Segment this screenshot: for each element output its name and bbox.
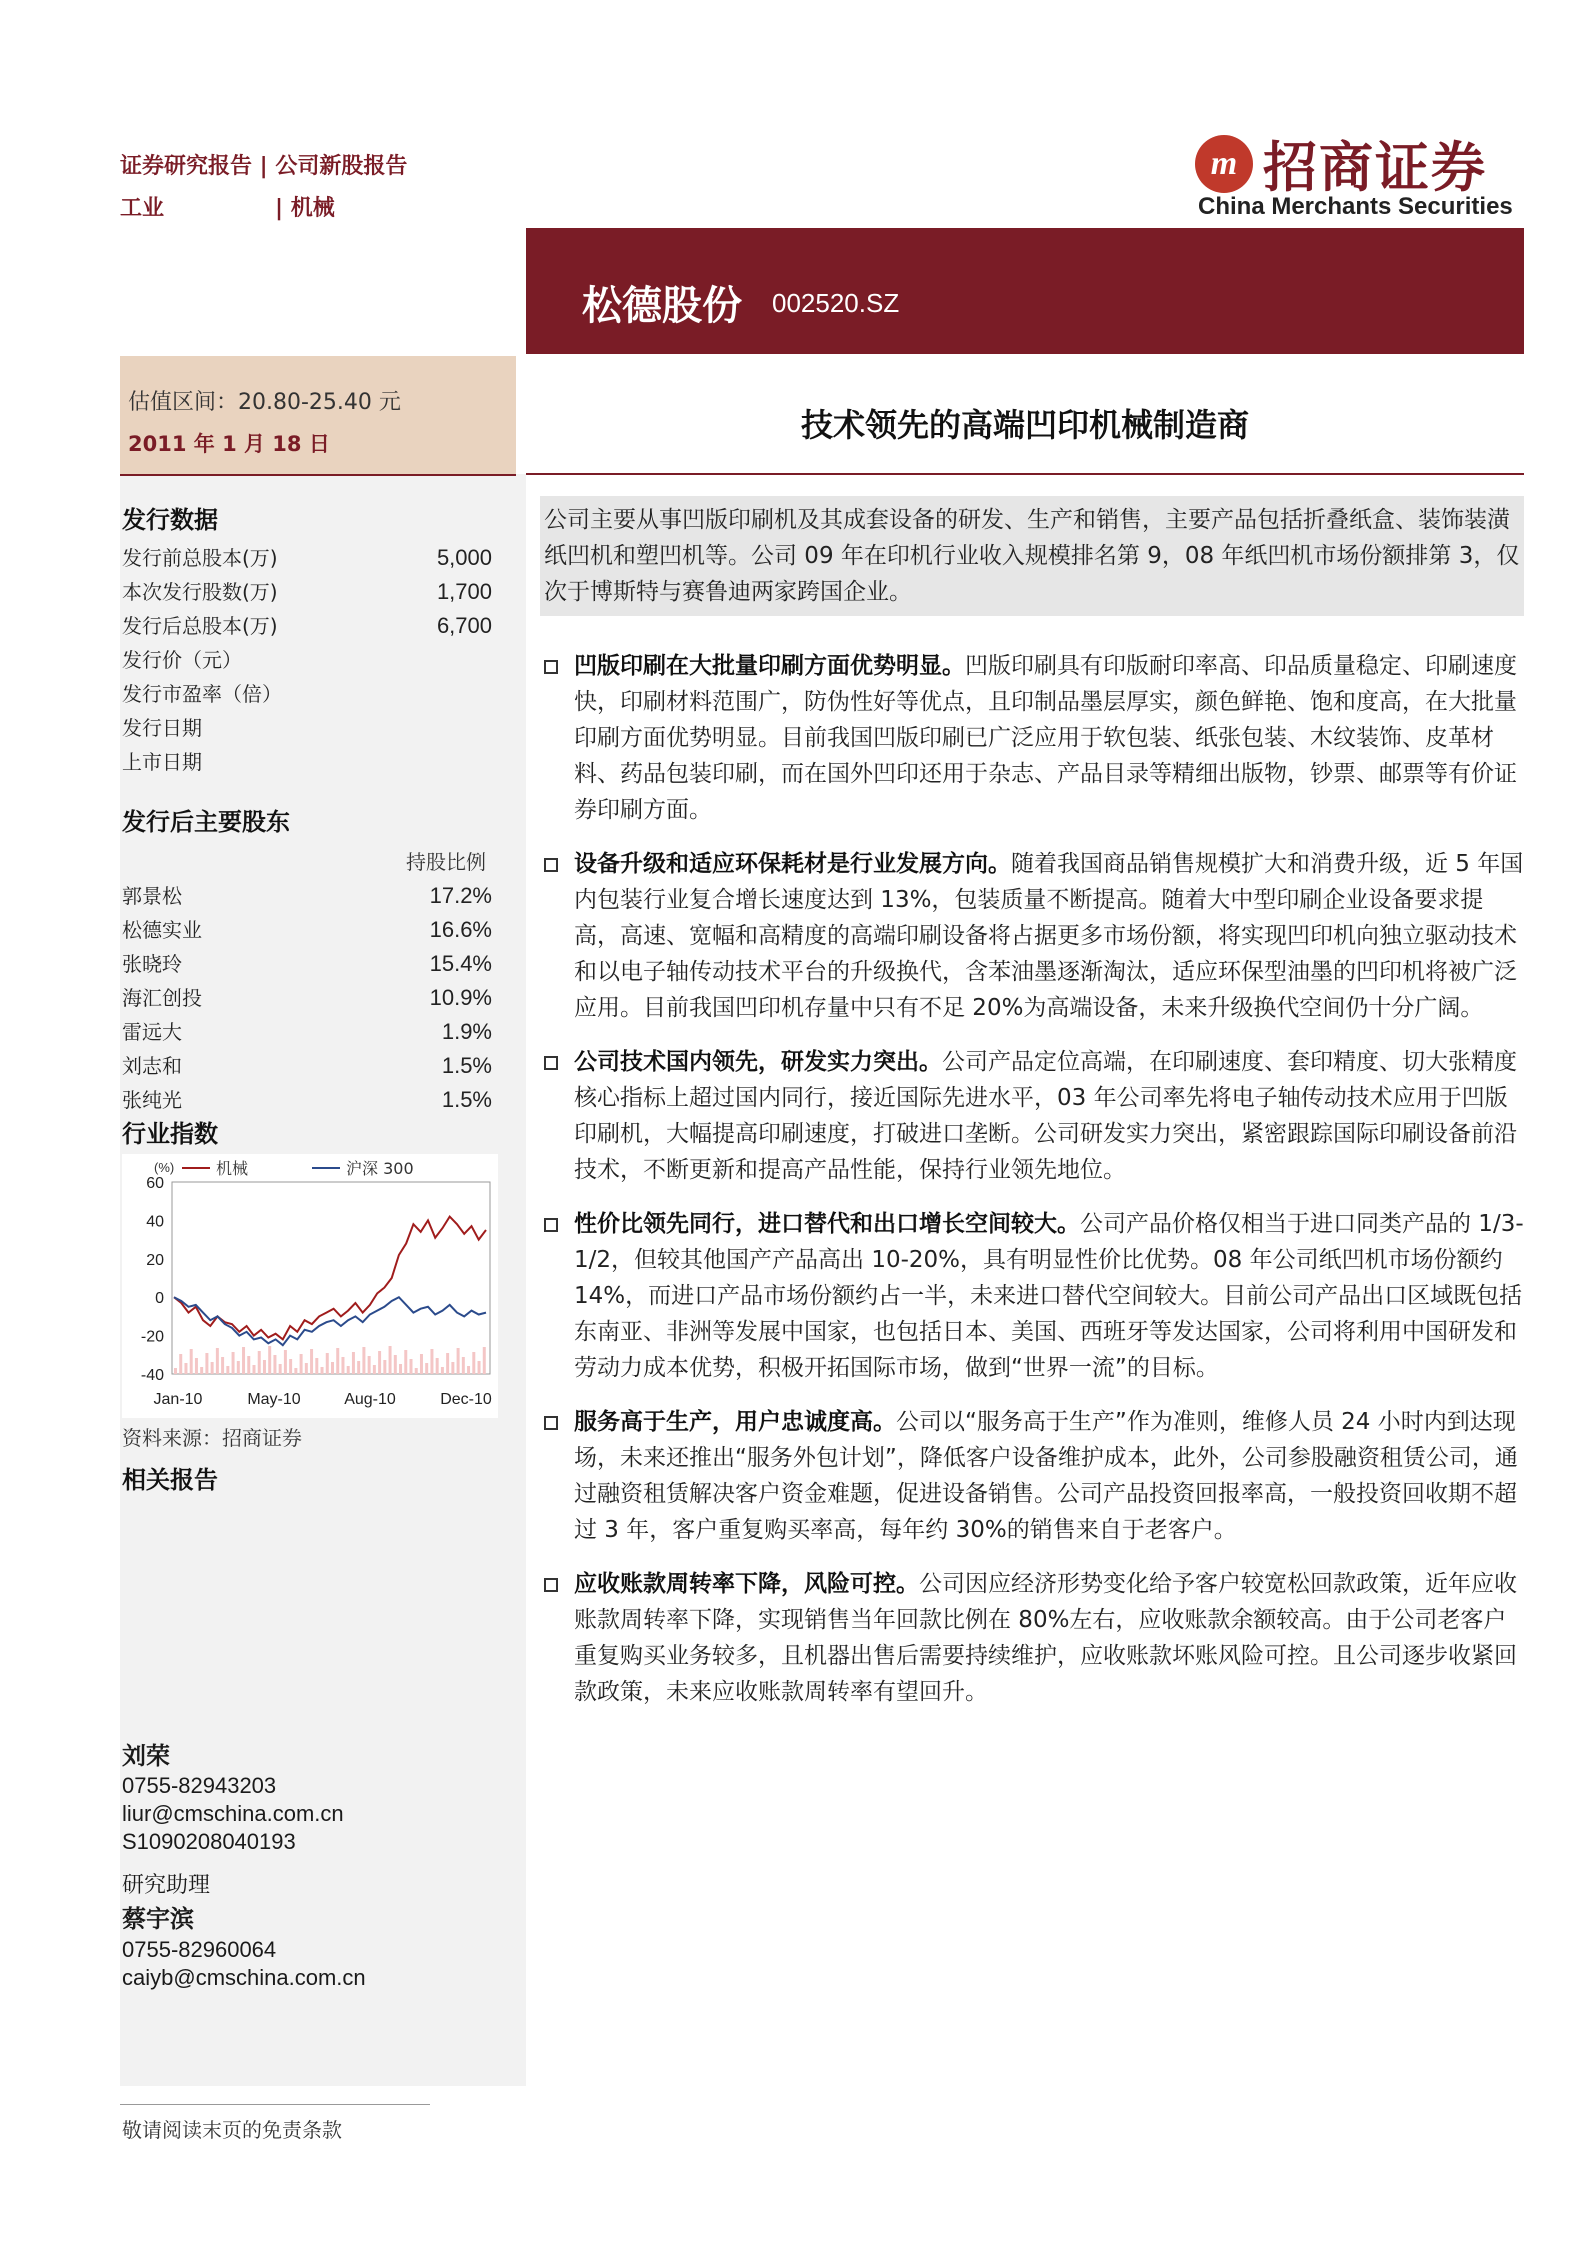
industry-index-chart <box>122 1154 498 1418</box>
volume-bar <box>226 1366 229 1374</box>
volume-bar <box>483 1347 486 1374</box>
volume-bar <box>399 1364 402 1374</box>
volume-bar <box>232 1352 235 1374</box>
volume-bar <box>478 1361 481 1374</box>
key-point <box>544 1566 1524 1710</box>
volume-bar <box>457 1348 460 1374</box>
row-label: 刘志和 <box>122 1054 182 1078</box>
key-point <box>544 846 1524 1026</box>
row-label: 上市日期 <box>122 750 202 774</box>
key-point-text <box>574 1206 1524 1386</box>
data-row <box>122 879 492 913</box>
volume-bar <box>279 1364 282 1374</box>
key-point <box>544 1044 1524 1188</box>
volume-bar <box>268 1346 271 1374</box>
related-reports-title: 相关报告 <box>122 1466 218 1494</box>
legend-label: 机械 <box>216 1159 249 1178</box>
bullet-square-icon <box>544 1578 558 1592</box>
footer-divider <box>120 2104 430 2105</box>
key-point-text <box>574 648 1524 828</box>
stock-banner <box>526 228 1524 354</box>
volume-bar <box>420 1354 423 1374</box>
data-row <box>122 947 492 981</box>
y-tick-label: 0 <box>155 1290 164 1308</box>
industry-index-title: 行业指数 <box>122 1120 218 1148</box>
issue-data-section <box>122 500 492 779</box>
volume-bar <box>247 1356 250 1374</box>
row-value: 15.4% <box>429 951 492 976</box>
analyst-phone: 0755-82943203 <box>122 1773 277 1798</box>
assistant-phone: 0755-82960064 <box>122 1937 277 1962</box>
assistant-email[interactable]: caiyb@cmschina.com.cn <box>122 1965 366 1990</box>
bullet-square-icon <box>544 1416 558 1430</box>
row-label: 松德实业 <box>122 918 202 942</box>
report-title: 技术领先的高端凹印机械制造商 <box>800 406 1249 444</box>
row-value: 1.5% <box>441 1053 492 1078</box>
row-label: 发行后总股本(万) <box>122 614 278 638</box>
volume-bar <box>200 1367 203 1374</box>
row-value: 5,000 <box>436 545 492 570</box>
volume-bar <box>410 1359 413 1374</box>
disclaimer-note[interactable]: 敬请阅读末页的免责条款 <box>122 2118 342 2142</box>
assistant-label: 研究助理 <box>122 1873 211 1898</box>
title-divider <box>526 473 1524 475</box>
volume-bar <box>373 1365 376 1374</box>
key-point-title: 设备升级和适应环保耗材是行业发展方向。 <box>574 851 1011 877</box>
data-row <box>122 1049 492 1083</box>
row-label: 张纯光 <box>122 1088 182 1112</box>
y-tick-label: -40 <box>140 1367 164 1384</box>
volume-bar <box>221 1357 224 1374</box>
sidebar-header-blank <box>120 228 516 356</box>
y-tick-label: 20 <box>146 1251 164 1269</box>
y-tick-label: 40 <box>146 1213 164 1231</box>
row-value: 6,700 <box>436 613 492 638</box>
bullet-square-icon <box>544 660 558 674</box>
key-point-body: 公司产品价格仅相当于进口同类产品的 1/3-1/2，但较其他国产产品高出 10-20%，具有明显性价比优势。08 年公司纸凹机市场份额约 14%，而进口产品市场份额约占一半，未来进口替代空间较大。目前公司产品出口区域既包括东南亚、非洲等发展中国家，也包括日本、美国、西班牙等发达国家，公司将利用中国研发和劳动力成本优势，积极开拓国际市场，做到“世界一流”的目标。 <box>574 1211 1524 1381</box>
volume-bar <box>336 1348 339 1374</box>
row-label: 发行日期 <box>122 716 202 740</box>
key-points-list <box>544 648 1524 1728</box>
volume-bar <box>294 1368 297 1374</box>
volume-bar <box>310 1349 313 1374</box>
bullet-square-icon <box>544 1218 558 1232</box>
volume-bar <box>184 1363 187 1374</box>
bullet-square-icon <box>544 858 558 872</box>
volume-bar <box>195 1358 198 1374</box>
volume-bar <box>331 1362 334 1374</box>
volume-bar <box>305 1363 308 1374</box>
row-label: 张晓玲 <box>122 952 182 976</box>
volume-bar <box>472 1352 475 1374</box>
data-row <box>122 711 492 745</box>
valuation-range: 估值区间：20.80-25.40 元 <box>128 390 401 415</box>
key-point-body: 凹版印刷具有印版耐印率高、印品质量稳定、印刷速度快，印刷材料范围广，防伪性好等优点，且印制品墨层厚实，颜色鲜艳、饱和度高，在大批量印刷方面优势明显。目前我国凹版印刷已广泛应用于软包装、纸张包装、木纹装饰、皮革材料、药品包装印刷，而在国外凹印还用于杂志、产品目录等精细出版物，钞票、邮票等有价证券印刷方面。 <box>574 653 1517 823</box>
key-point-title: 公司技术国内领先，研发实力突出。 <box>574 1049 942 1075</box>
row-label: 本次发行股数(万) <box>122 580 278 604</box>
key-point-title: 服务高于生产，用户忠诚度高。 <box>574 1409 896 1435</box>
shareholding-col-header: 持股比例 <box>406 850 486 874</box>
volume-bar <box>389 1346 392 1374</box>
row-value: 16.6% <box>429 917 492 942</box>
key-point-title: 性价比领先同行，进口替代和出口增长空间较大。 <box>574 1211 1080 1237</box>
row-label: 发行价（元） <box>122 648 242 672</box>
y-tick-label: -20 <box>140 1328 164 1346</box>
key-point <box>544 1404 1524 1548</box>
y-tick-label: 60 <box>146 1175 164 1192</box>
row-label: 郭景松 <box>122 884 182 908</box>
volume-bar <box>211 1362 214 1374</box>
shareholders-title: 发行后主要股东 <box>122 808 290 836</box>
row-label: 雷远大 <box>122 1020 182 1044</box>
key-point-body: 随着我国商品销售规模扩大和消费升级，近 5 年国内包装行业复合增长速度达到 13%，包装质量不断提高。随着大中型印刷企业设备要求提高，高速、宽幅和高精度的高端印刷设备将占据更多市场份额，将实现凹印机向独立驱动技术和以电子轴传动技术平台的升级换代，含苯油墨逐渐淘汰，适应环保型油墨的凹印机将被广泛应用。目前我国凹印机存量中只有不足 20%为高端设备，未来升级换代空间仍十分广阔。 <box>574 851 1524 1021</box>
volume-bar <box>205 1353 208 1374</box>
volume-bar <box>253 1365 256 1374</box>
subsector-label: | 机械 <box>275 196 335 221</box>
volume-bar <box>404 1350 407 1374</box>
bullet-square-icon <box>544 1056 558 1070</box>
volume-bar <box>362 1347 365 1374</box>
sector-label: 工业 <box>120 196 165 221</box>
x-tick-label: Dec-10 <box>440 1391 492 1408</box>
volume-bar <box>190 1349 193 1374</box>
x-tick-label: Jan-10 <box>153 1391 203 1408</box>
row-label: 海汇创投 <box>122 986 202 1010</box>
data-row <box>122 643 492 677</box>
report-type-line: 证券研究报告 | 公司新股报告 <box>120 154 408 179</box>
row-value: 1.9% <box>441 1019 492 1044</box>
volume-bar <box>273 1355 276 1374</box>
volume-bar <box>415 1368 418 1374</box>
volume-bar <box>446 1353 449 1374</box>
volume-bar <box>368 1356 371 1374</box>
report-date: 2011 年 1 月 18 日 <box>128 432 330 456</box>
key-point-text <box>574 1566 1524 1710</box>
volume-bar <box>462 1357 465 1374</box>
company-logo <box>1195 125 1487 202</box>
volume-bar <box>430 1349 433 1374</box>
analyst-email[interactable]: liur@cmschina.com.cn <box>122 1801 344 1826</box>
analyst-license: S1090208040193 <box>122 1829 296 1854</box>
volume-bar <box>263 1360 266 1374</box>
x-tick-label: May-10 <box>247 1391 301 1408</box>
volume-bar <box>289 1359 292 1374</box>
volume-bar <box>321 1367 324 1374</box>
volume-bar <box>315 1358 318 1374</box>
data-row <box>122 609 492 643</box>
volume-bar <box>284 1350 287 1374</box>
volume-bar <box>383 1360 386 1374</box>
key-point-title: 应收账款周转率下降，风险可控。 <box>574 1571 919 1597</box>
chart-background <box>122 1154 498 1418</box>
data-row <box>122 1015 492 1049</box>
key-point-body: 公司以“服务高于生产”作为准则，维修人员 24 小时内到达现场，未来还推出“服务外包计划”，降低客户设备维护成本，此外，公司参股融资租赁公司，通过融资租赁解决客户资金难题，促进设备销售。公司产品投资回报率高，一般投资回收期不超过 3 年，客户重复购买率高，每年约 30%的销售来自于老客户。 <box>574 1409 1518 1543</box>
volume-bar <box>357 1361 360 1374</box>
row-label: 发行市盈率（倍） <box>122 682 282 706</box>
volume-bar <box>174 1368 177 1374</box>
key-point-body: 公司因应经济形势变化给予客户较宽松回款政策，近年应收账款周转率下降，实现销售当年回款比例在 80%左右，应收账款余额较高。由于公司老客户重复购买业务较多，且机器出售后需要持续维护，应收账款坏账风险可控。且公司逐步收紧回款政策，未来应收账款周转率有望回升。 <box>574 1571 1517 1705</box>
summary-text: 公司主要从事凹版印刷机及其成套设备的研发、生产和销售，主要产品包括折叠纸盒、装饰装潢纸凹机和塑凹机等。公司 09 年在印机行业收入规模排名第 9，08 年纸凹机市场份额排第 3，仅次于博斯特与赛鲁迪两家跨国企业。 <box>544 507 1520 605</box>
row-value: 10.9% <box>429 985 492 1010</box>
key-point-text <box>574 1404 1524 1548</box>
key-point <box>544 648 1524 828</box>
x-tick-label: Aug-10 <box>344 1391 396 1408</box>
volume-bar <box>347 1366 350 1374</box>
assistant-name: 蔡宇滨 <box>122 1905 194 1933</box>
volume-bar <box>237 1361 240 1374</box>
summary-box <box>540 496 1524 616</box>
sidebar-divider <box>120 474 516 476</box>
data-row <box>122 677 492 711</box>
legend-label: 沪深 300 <box>346 1159 414 1178</box>
stock-code: 002520.SZ <box>772 288 900 318</box>
volume-bar <box>258 1351 261 1374</box>
volume-bar <box>179 1354 182 1374</box>
data-row <box>122 1083 492 1117</box>
y-axis-unit: (%) <box>154 1160 175 1175</box>
shareholders-section <box>122 802 492 1117</box>
issue-data-title: 发行数据 <box>122 506 218 534</box>
volume-bar <box>300 1354 303 1374</box>
volume-bar <box>341 1357 344 1374</box>
volume-bar <box>451 1362 454 1374</box>
volume-bar <box>352 1352 355 1374</box>
volume-bar <box>242 1347 245 1374</box>
stock-name: 松德股份 <box>582 283 742 329</box>
volume-bar <box>326 1353 329 1374</box>
logo-mark-icon: m <box>1195 135 1253 193</box>
data-row <box>122 913 492 947</box>
data-row <box>122 541 492 575</box>
analyst-name: 刘荣 <box>122 1742 170 1770</box>
volume-bar <box>378 1351 381 1374</box>
key-point <box>544 1206 1524 1386</box>
key-point-body: 公司产品定位高端，在印刷速度、套印精度、切大张精度核心指标上超过国内同行，接近国际先进水平，03 年公司率先将电子轴传动技术应用于凹版印刷机，大幅提高印刷速度，打破进口垄断。公司研发实力突出，紧密跟踪国际印刷设备前沿技术，不断更新和提高产品性能，保持行业领先地位。 <box>574 1049 1517 1183</box>
row-value: 17.2% <box>429 883 492 908</box>
row-value: 1.5% <box>441 1087 492 1112</box>
volume-bar <box>394 1355 397 1374</box>
chart-source: 资料来源：招商证券 <box>122 1426 302 1450</box>
volume-bar <box>467 1366 470 1374</box>
logo-name-cn: 招商证券 <box>1263 135 1487 199</box>
key-point-text <box>574 846 1524 1026</box>
volume-bar <box>436 1358 439 1374</box>
key-point-text <box>574 1044 1524 1188</box>
key-point-title: 凹版印刷在大批量印刷方面优势明显。 <box>574 653 965 679</box>
analyst-block <box>122 1740 502 1992</box>
row-value: 1,700 <box>436 579 492 604</box>
data-row <box>122 575 492 609</box>
volume-bar <box>441 1367 444 1374</box>
volume-bar <box>216 1348 219 1374</box>
volume-bar <box>425 1363 428 1374</box>
row-label: 发行前总股本(万) <box>122 546 278 570</box>
logo-name-en: China Merchants Securities <box>1198 193 1513 220</box>
data-row <box>122 981 492 1015</box>
data-row <box>122 745 492 779</box>
